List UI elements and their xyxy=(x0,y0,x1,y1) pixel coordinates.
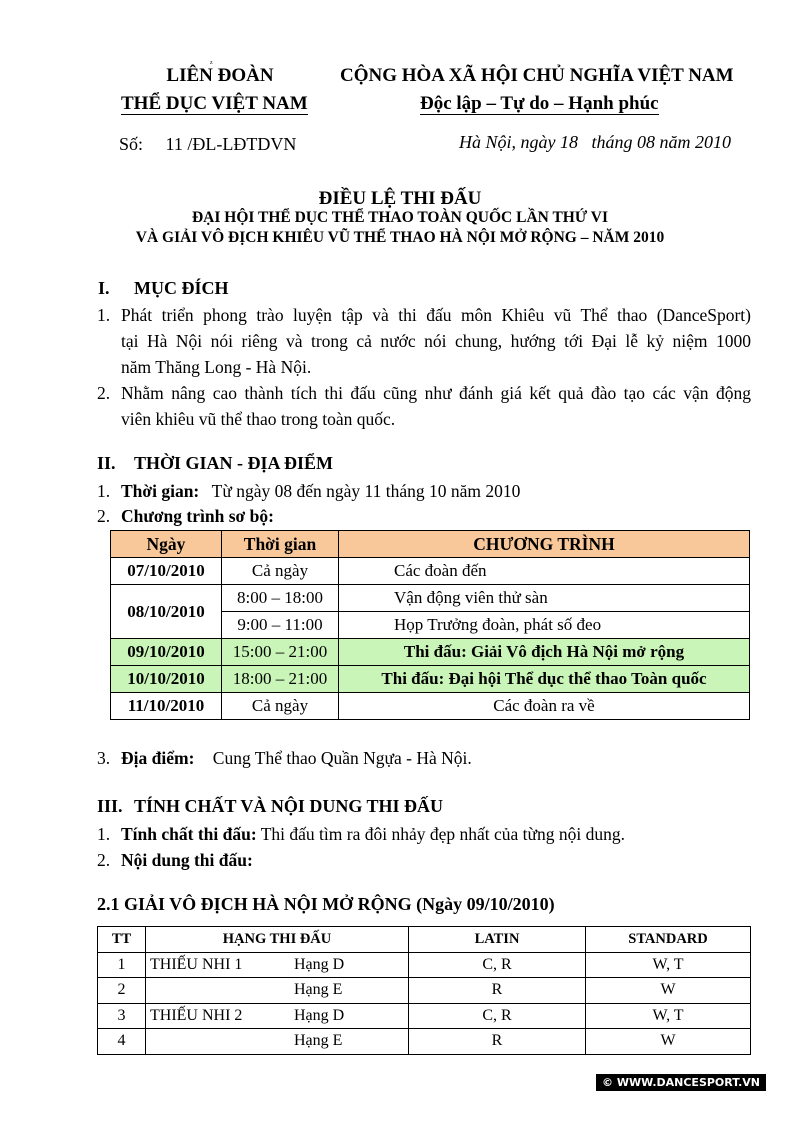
time-line xyxy=(121,478,520,504)
class-cell xyxy=(146,978,409,1004)
competition-table xyxy=(97,926,751,1055)
competition-header-tt: TT xyxy=(98,927,146,953)
age-group: THIẾU NHI 2 xyxy=(150,1006,243,1024)
schedule-header-program: CHƯƠNG TRÌNH xyxy=(339,531,750,558)
class-level: Hạng E xyxy=(294,981,343,999)
schedule-time: Cả ngày xyxy=(222,693,339,720)
class-level: Hạng D xyxy=(294,955,345,973)
section-3-heading: TÍNH CHẤT VÀ NỘI DUNG THI ĐẤU xyxy=(134,796,444,816)
nature-line xyxy=(121,821,625,847)
section-1-item-2-number: 2. xyxy=(97,383,111,403)
nature-label: Tính chất thi đấu: xyxy=(121,824,257,844)
section-1-number: I. xyxy=(98,278,110,298)
standard-dances: W xyxy=(586,1029,751,1055)
schedule-header-date: Ngày xyxy=(111,531,222,558)
nature-value: Thi đấu tìm ra đôi nhảy đẹp nhất của từng nội dung. xyxy=(260,824,626,844)
age-group: THIẾU NHI 1 xyxy=(150,955,243,973)
latin-dances: C, R xyxy=(409,952,586,978)
section-3-item-1-number: 1. xyxy=(97,824,111,844)
table-row xyxy=(98,978,751,1004)
schedule-time: 9:00 – 11:00 xyxy=(222,612,339,639)
schedule-program: Thi đấu: Giải Vô địch Hà Nội mở rộng xyxy=(339,639,750,666)
number-value: 11 /ĐL-LĐTDVN xyxy=(165,134,297,154)
table-row xyxy=(111,558,750,585)
schedule-date: 09/10/2010 xyxy=(111,639,222,666)
paragraph-line: năm Thăng Long - Hà Nội. xyxy=(121,357,312,377)
subsection-heading: 2.1 GIẢI VÔ ĐỊCH HÀ NỘI MỞ RỘNG (Ngày 09/10/2010) xyxy=(97,894,555,914)
schedule-label: Chương trình sơ bộ: xyxy=(121,506,274,526)
table-row xyxy=(98,1003,751,1029)
paragraph-line: Nhằm nâng cao thành tích thi đấu cũng như đánh giá kết quả đào tạo các vận động xyxy=(121,383,751,403)
latin-dances: R xyxy=(409,978,586,1004)
section-2-heading: THỜI GIAN - ĐỊA ĐIỂM xyxy=(134,453,334,473)
table-row xyxy=(111,666,750,693)
motto-text: Độc lập – Tự do – Hạnh phúc xyxy=(420,93,659,114)
number-label: Số: xyxy=(119,134,144,154)
standard-dances: W xyxy=(586,978,751,1004)
paragraph-line: viên khiêu vũ thể thao trong toàn quốc. xyxy=(121,409,396,429)
document-title: ĐIỀU LỆ THI ĐẤU xyxy=(318,188,482,209)
motto xyxy=(420,93,659,115)
section-1-item-1 xyxy=(121,302,751,380)
section-1-heading: MỤC ĐÍCH xyxy=(134,278,229,298)
schedule-table xyxy=(110,530,750,720)
paragraph-line: tại Hà Nội nói riêng và trong cả nước nói chung, hướng tới Đại lễ kỷ niệm 1000 xyxy=(121,331,751,351)
section-2-item-1-number: 1. xyxy=(97,481,111,501)
schedule-program: Các đoàn đến xyxy=(339,558,750,585)
schedule-date: 10/10/2010 xyxy=(111,666,222,693)
schedule-program: Họp Trưởng đoàn, phát số đeo xyxy=(339,612,750,639)
venue-value: Cung Thể thao Quần Ngựa - Hà Nội. xyxy=(212,748,472,768)
section-2-item-2-number: 2. xyxy=(97,506,111,526)
competition-header-standard: STANDARD xyxy=(586,927,751,953)
document-number xyxy=(119,134,296,155)
schedule-time: Cả ngày xyxy=(222,558,339,585)
mark: z xyxy=(210,60,213,66)
table-row xyxy=(98,952,751,978)
class-cell xyxy=(146,952,409,978)
competition-header-class: HẠNG THI ĐẤU xyxy=(146,927,409,953)
section-3-number: III. xyxy=(97,796,123,816)
standard-dances: W, T xyxy=(586,1003,751,1029)
schedule-time: 8:00 – 18:00 xyxy=(222,585,339,612)
standard-dances: W, T xyxy=(586,952,751,978)
competition-header-row xyxy=(98,927,751,953)
venue-line xyxy=(121,745,472,771)
latin-dances: C, R xyxy=(409,1003,586,1029)
schedule-time: 15:00 – 21:00 xyxy=(222,639,339,666)
table-row xyxy=(111,639,750,666)
schedule-program: Thi đấu: Đại hội Thể dục thể thao Toàn quốc xyxy=(339,666,750,693)
schedule-program: Vận động viên thử sàn xyxy=(339,585,750,612)
document-subtitle-2: VÀ GIẢI VÔ ĐỊCH KHIÊU VŨ THỂ THAO HÀ NỘI MỞ RỘNG – NĂM 2010 xyxy=(135,229,665,246)
date-line: Hà Nội, ngày 18 tháng 08 năm 2010 xyxy=(459,132,731,152)
row-number: 1 xyxy=(98,952,146,978)
schedule-date: 11/10/2010 xyxy=(111,693,222,720)
time-value: Từ ngày 08 đến ngày 11 tháng 10 năm 2010 xyxy=(211,481,521,501)
schedule-program: Các đoàn ra về xyxy=(339,693,750,720)
org-name-line2 xyxy=(121,93,308,115)
venue-label: Địa điểm: xyxy=(121,748,195,768)
org-name-line2-text: THỂ DỤC VIỆT NAM xyxy=(121,93,308,114)
country-name: CỘNG HÒA XÃ HỘI CHỦ NGHĨA VIỆT NAM xyxy=(340,65,734,86)
table-row xyxy=(98,1029,751,1055)
table-row xyxy=(111,693,750,720)
row-number: 3 xyxy=(98,1003,146,1029)
schedule-header-time: Thời gian xyxy=(222,531,339,558)
section-1-item-1-number: 1. xyxy=(97,305,111,325)
schedule-header-row xyxy=(111,531,750,558)
section-2-item-3-number: 3. xyxy=(97,748,111,768)
time-label: Thời gian: xyxy=(121,481,200,501)
row-number: 2 xyxy=(98,978,146,1004)
class-level: Hạng D xyxy=(294,1006,345,1024)
schedule-time: 18:00 – 21:00 xyxy=(222,666,339,693)
latin-dances: R xyxy=(409,1029,586,1055)
schedule-date: 07/10/2010 xyxy=(111,558,222,585)
watermark: © WWW.DANCESPORT.VN xyxy=(596,1074,766,1091)
class-cell xyxy=(146,1003,409,1029)
document-subtitle-1: ĐẠI HỘI THỂ DỤC THỂ THAO TOÀN QUỐC LẦN THỨ VI xyxy=(191,209,608,226)
table-row xyxy=(111,585,750,612)
class-cell xyxy=(146,1029,409,1055)
org-name-line1: LIÊN ĐOÀN xyxy=(166,65,274,86)
paragraph-line: Phát triển phong trào luyện tập và thi đấu môn Khiêu vũ Thể thao (DanceSport) xyxy=(121,305,751,325)
section-1-item-2 xyxy=(121,380,751,432)
competition-header-latin: LATIN xyxy=(409,927,586,953)
section-3-item-2-number: 2. xyxy=(97,850,111,870)
section-2-number: II. xyxy=(97,453,116,473)
content-label: Nội dung thi đấu: xyxy=(121,850,253,870)
row-number: 4 xyxy=(98,1029,146,1055)
schedule-date: 08/10/2010 xyxy=(111,585,222,639)
class-level: Hạng E xyxy=(294,1032,343,1050)
